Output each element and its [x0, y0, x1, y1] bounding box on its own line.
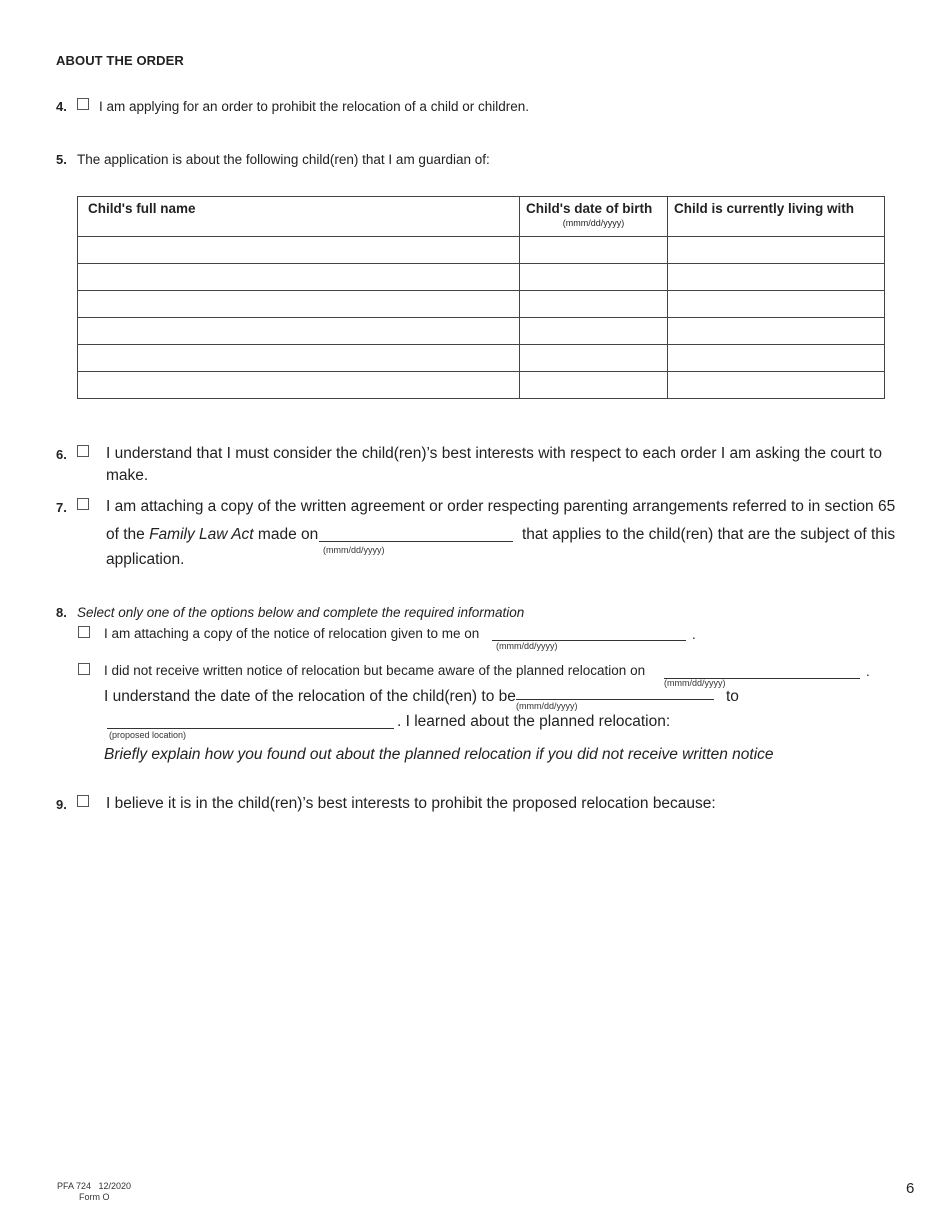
item-4-number: 4. — [56, 99, 67, 114]
child-name-cell[interactable] — [78, 291, 520, 318]
item-7-number: 7. — [56, 500, 67, 515]
form-footer — [57, 1181, 131, 1203]
item-8-option-b-text: I did not receive written notice of relocation but became aware of the planned relocation on — [104, 663, 646, 678]
item-4-checkbox[interactable] — [77, 98, 89, 110]
item-5-text: The application is about the following child(ren) that I am guardian of: — [77, 152, 490, 167]
table-row — [78, 291, 885, 318]
item-8-option-b-radio[interactable] — [78, 663, 90, 675]
item-7-date-hint: (mmm/dd/yyyy) — [323, 545, 385, 555]
item-8-number: 8. — [56, 605, 67, 620]
item-6-line-2: make. — [106, 467, 149, 484]
item-8-explain-prompt: Briefly explain how you found out about the planned relocation if you did not receive written notice — [104, 746, 774, 763]
item-9-checkbox[interactable] — [77, 795, 89, 807]
child-name-cell[interactable] — [78, 318, 520, 345]
child-living-cell[interactable] — [668, 237, 885, 264]
item-6-checkbox[interactable] — [77, 445, 89, 457]
item-9-text: I believe it is in the child(ren)’s best interests to prohibit the proposed relocation because: — [106, 795, 716, 812]
table-row — [78, 318, 885, 345]
child-living-cell[interactable] — [668, 372, 885, 399]
item-7-line-3: application. — [106, 551, 185, 568]
table-row — [78, 345, 885, 372]
item-8-option-b-aware-date-hint: (mmm/dd/yyyy) — [664, 678, 726, 688]
child-living-cell[interactable] — [668, 264, 885, 291]
child-living-cell[interactable] — [668, 345, 885, 372]
child-name-cell[interactable] — [78, 372, 520, 399]
child-dob-cell[interactable] — [520, 291, 668, 318]
item-8-option-b-period: . — [866, 664, 870, 679]
item-8-proposed-location-hint: (proposed location) — [109, 730, 187, 740]
item-7-date-field[interactable] — [319, 541, 513, 542]
form-code: PFA 724 12/2020 — [57, 1181, 132, 1191]
table-header-row — [78, 197, 885, 237]
item-7-line-1: I am attaching a copy of the written agreement or order respecting parenting arrangements referred to in section 65 — [106, 498, 896, 515]
item-6-line-1: I understand that I must consider the child(ren)’s best interests with respect to each order I am asking the court to — [106, 445, 882, 462]
dob-format-hint: (mmm/dd/yyyy) — [562, 218, 625, 228]
item-8-proposed-location-field[interactable] — [107, 728, 394, 729]
item-8-option-b-line-3: . I learned about the planned relocation: — [397, 713, 671, 730]
item-8-option-a-date-hint: (mmm/dd/yyyy) — [496, 641, 558, 651]
table-row — [78, 264, 885, 291]
child-dob-cell[interactable] — [520, 264, 668, 291]
header-childs-date-of-birth: Child's date of birth (mmm/dd/yyyy) — [520, 197, 668, 237]
child-dob-cell[interactable] — [520, 237, 668, 264]
child-dob-cell[interactable] — [520, 318, 668, 345]
item-8-option-b-line-2: I understand the date of the relocation of the child(ren) to be — [104, 688, 516, 705]
item-8-instruction: Select only one of the options below and complete the required information — [77, 605, 525, 620]
item-7-line-2-start: of the Family Law Act made on — [106, 526, 319, 543]
item-8-option-a-text: I am attaching a copy of the notice of relocation given to me on — [104, 626, 480, 641]
page-number: 6 — [906, 1180, 915, 1197]
item-5-number: 5. — [56, 152, 67, 167]
child-name-cell[interactable] — [78, 345, 520, 372]
form-name: Form O — [79, 1192, 110, 1202]
item-8-option-a-period: . — [692, 627, 696, 642]
item-7-line-2-end: that applies to the child(ren) that are the subject of this — [522, 526, 896, 543]
item-7-checkbox[interactable] — [77, 498, 89, 510]
child-living-cell[interactable] — [668, 318, 885, 345]
item-4-text: I am applying for an order to prohibit the relocation of a child or children. — [99, 99, 529, 114]
child-living-cell[interactable] — [668, 291, 885, 318]
table-row — [78, 237, 885, 264]
item-9-number: 9. — [56, 797, 67, 812]
family-law-act-title: Family Law Act — [149, 526, 254, 543]
child-dob-cell[interactable] — [520, 345, 668, 372]
item-8-relocation-to: to — [726, 688, 739, 705]
child-name-cell[interactable] — [78, 237, 520, 264]
table-row — [78, 372, 885, 399]
section-heading: ABOUT THE ORDER — [56, 53, 184, 68]
header-childs-full-name: Child's full name — [78, 197, 520, 237]
children-table — [77, 196, 885, 399]
item-8-relocation-date-hint: (mmm/dd/yyyy) — [516, 701, 578, 711]
item-6-number: 6. — [56, 447, 67, 462]
item-8-option-a-radio[interactable] — [78, 626, 90, 638]
child-dob-cell[interactable] — [520, 372, 668, 399]
child-name-cell[interactable] — [78, 264, 520, 291]
item-8-relocation-date-field[interactable] — [516, 699, 714, 700]
header-child-living-with: Child is currently living with — [668, 197, 885, 237]
